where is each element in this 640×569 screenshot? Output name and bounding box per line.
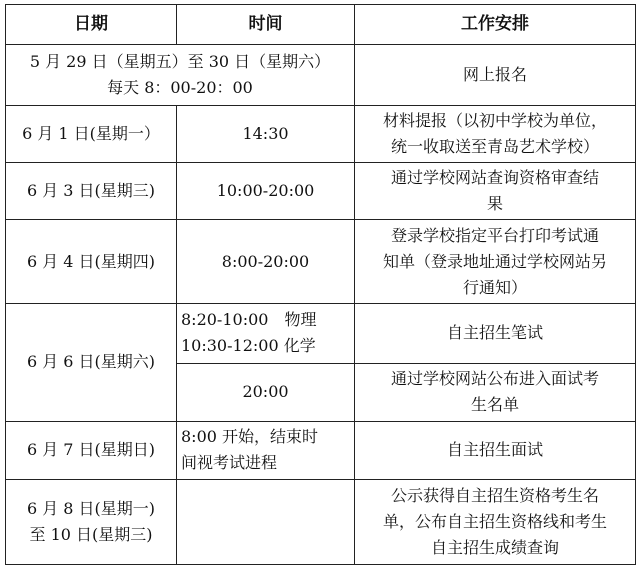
- time-cell: 8:00-20:00: [177, 220, 355, 303]
- header-time: 时间: [177, 5, 355, 45]
- date-cell: 5 月 29 日（星期五）至 30 日（星期六） 每天 8：00-20：00: [6, 44, 355, 105]
- table-row: [6, 220, 636, 303]
- task-cell: 网上报名: [355, 44, 636, 105]
- task-cell: 通过学校网站公布进入面试考 生名单: [355, 363, 636, 421]
- date-cell: 6 月 1 日(星期一）: [6, 105, 177, 162]
- task-cell: 通过学校网站查询资格审查结 果: [355, 162, 636, 220]
- date-cell: 6 月 3 日(星期三): [6, 162, 177, 220]
- header-task: 工作安排: [355, 5, 636, 45]
- header-date: 日期: [6, 5, 177, 45]
- task-cell: 公示获得自主招生资格考生名 单，公布自主招生资格线和考生 自主招生成绩查询: [355, 479, 636, 564]
- table-row: [6, 303, 636, 363]
- time-cell: 14:30: [177, 105, 355, 162]
- task-cell: 登录学校指定平台打印考试通 知单（登录地址通过学校网站另 行通知）: [355, 220, 636, 303]
- table-row: [6, 44, 636, 105]
- date-cell: 6 月 7 日(星期日): [6, 421, 177, 479]
- task-cell: 自主招生笔试: [355, 303, 636, 363]
- task-cell: 材料提报（以初中学校为单位， 统一收取送至青岛艺术学校）: [355, 105, 636, 162]
- date-cell: 6 月 8 日(星期一) 至 10 日(星期三): [6, 479, 177, 564]
- header-row: [6, 5, 636, 45]
- time-cell: 8:20-10:00 物理 10:30-12:00 化学: [177, 303, 355, 363]
- table-row: [6, 105, 636, 162]
- task-cell: 自主招生面试: [355, 421, 636, 479]
- time-cell: 20:00: [177, 363, 355, 421]
- table-row: [6, 421, 636, 479]
- table-row: [6, 162, 636, 220]
- time-cell: [177, 479, 355, 564]
- time-cell: 8:00 开始，结束时 间视考试进程: [177, 421, 355, 479]
- date-cell: 6 月 4 日(星期四): [6, 220, 177, 303]
- date-cell: 6 月 6 日(星期六): [6, 303, 177, 421]
- table-row: [6, 479, 636, 564]
- schedule-table: [5, 4, 636, 565]
- time-cell: 10:00-20:00: [177, 162, 355, 220]
